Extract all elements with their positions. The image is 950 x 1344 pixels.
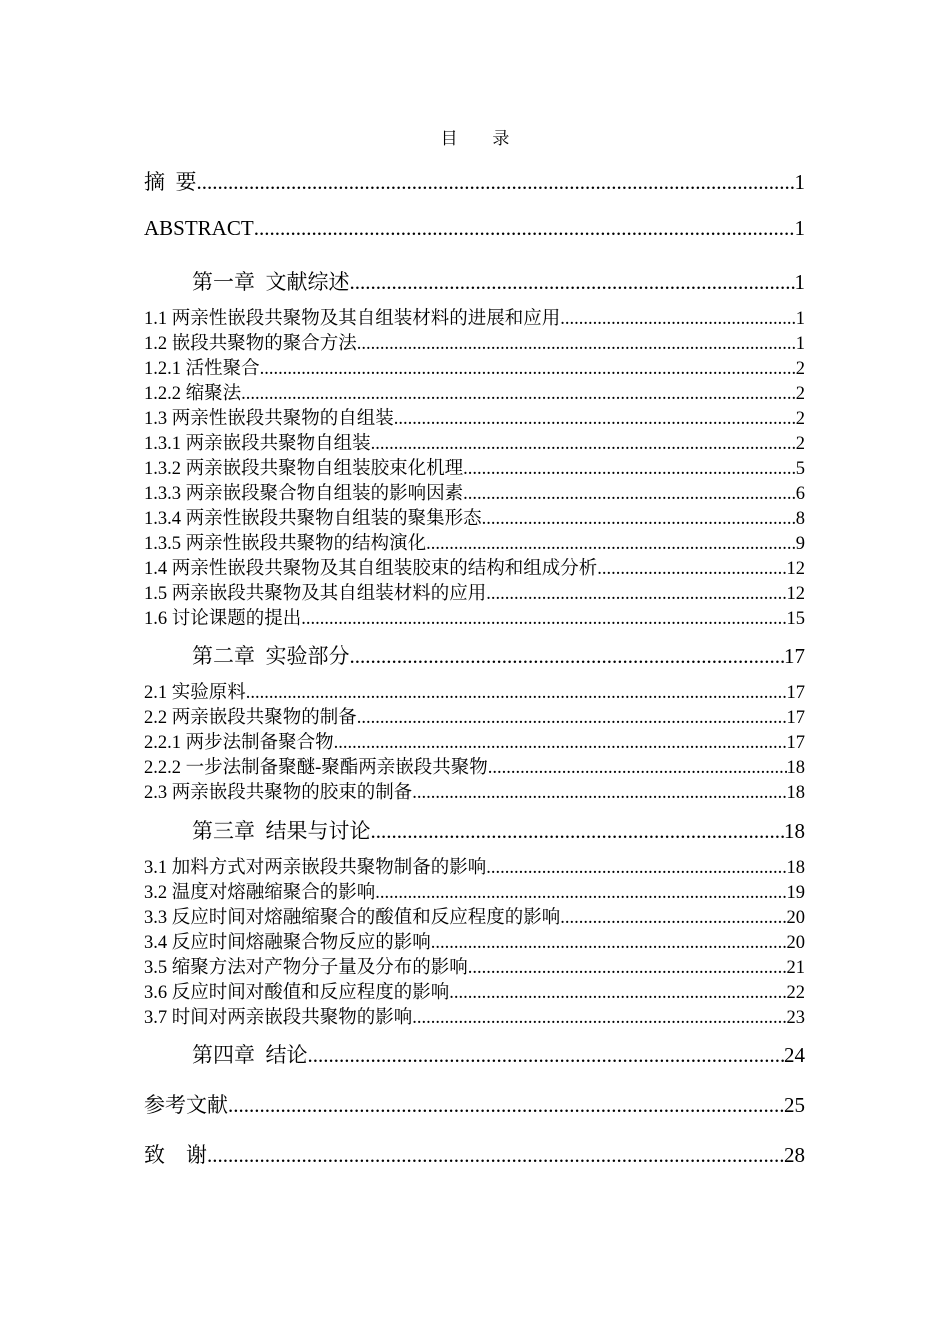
toc-entry-label: 3.5 缩聚方法对产物分子量及分布的影响 bbox=[144, 958, 468, 978]
toc-entry-label: 1.5 两亲嵌段共聚物及其自组装材料的应用 bbox=[144, 584, 487, 604]
toc-entry-label: 1.2 嵌段共聚物的聚合方法 bbox=[144, 334, 357, 354]
toc-leader-dots bbox=[597, 559, 786, 580]
toc-chapter-entry[interactable] bbox=[192, 1039, 805, 1069]
toc-leader-dots bbox=[488, 758, 787, 779]
toc-leader-dots bbox=[308, 1043, 785, 1068]
toc-entry[interactable] bbox=[144, 504, 805, 530]
toc-leader-dots bbox=[228, 1093, 784, 1118]
toc-leader-dots bbox=[350, 644, 785, 669]
toc-entry-label: 第三章 结果与讨论 bbox=[192, 819, 371, 843]
toc-leader-dots bbox=[260, 359, 796, 380]
toc-chapter-entry[interactable] bbox=[192, 815, 805, 845]
toc-leader-dots bbox=[486, 584, 786, 605]
toc-leader-dots bbox=[412, 783, 786, 804]
toc-entry[interactable] bbox=[144, 379, 805, 405]
toc-page-number: 15 bbox=[786, 609, 805, 629]
toc-page-number: 12 bbox=[786, 584, 805, 604]
toc-page-number: 2 bbox=[795, 409, 805, 429]
toc-entry-label: 1.4 两亲性嵌段共聚物及其自组装胶束的结构和组成分析 bbox=[144, 559, 598, 579]
toc-entry[interactable] bbox=[144, 579, 805, 605]
toc-entry-label: 1.6 讨论课题的提出 bbox=[144, 609, 302, 629]
toc-page-number: 22 bbox=[786, 983, 805, 1003]
toc-leader-dots bbox=[301, 609, 786, 630]
toc-entry-label: 2.3 两亲嵌段共聚物的胶束的制备 bbox=[144, 783, 413, 803]
toc-leader-dots bbox=[357, 708, 787, 729]
toc-entry-label: 第一章 文献综述 bbox=[192, 270, 350, 294]
toc-page-number: 2 bbox=[795, 384, 805, 404]
toc-entry-label: 1.3.3 两亲嵌段聚合物自组装的影响因素 bbox=[144, 484, 464, 504]
toc-leader-dots bbox=[375, 883, 786, 904]
toc-entry-label: 3.7 时间对两亲嵌段共聚物的影响 bbox=[144, 1008, 413, 1028]
toc-page-number: 20 bbox=[786, 933, 805, 953]
toc-section-entry[interactable] bbox=[144, 1089, 805, 1119]
toc-section-entry[interactable] bbox=[144, 166, 805, 196]
toc-leader-dots bbox=[207, 1143, 784, 1168]
toc-entry-label: 第二章 实验部分 bbox=[192, 644, 350, 668]
toc-leader-dots bbox=[449, 983, 786, 1004]
toc-page-number: 9 bbox=[795, 534, 805, 554]
toc-leader-dots bbox=[463, 484, 796, 505]
toc-entry-label: 3.6 反应时间对酸值和反应程度的影响 bbox=[144, 983, 450, 1003]
toc-leader-dots bbox=[560, 309, 795, 330]
toc-page-number: 1 bbox=[795, 309, 805, 329]
toc-section-entry[interactable] bbox=[144, 1139, 805, 1169]
toc-entry[interactable] bbox=[144, 529, 805, 555]
toc-entry[interactable] bbox=[144, 479, 805, 505]
toc-entry-label: 参考文献 bbox=[144, 1093, 228, 1117]
toc-entry-label: 3.2 温度对熔融缩聚合的影响 bbox=[144, 883, 376, 903]
toc-entry-label: 2.2.2 一步法制备聚醚-聚酯两亲嵌段共聚物 bbox=[144, 758, 488, 778]
toc-page-number: 1 bbox=[795, 334, 805, 354]
toc-leader-dots bbox=[412, 1008, 786, 1029]
toc-chapter-entry[interactable] bbox=[192, 266, 805, 296]
toc-entry-label: 2.2 两亲嵌段共聚物的制备 bbox=[144, 708, 357, 728]
toc-page-number: 18 bbox=[786, 858, 805, 878]
toc-entry-label: 致 谢 bbox=[144, 1143, 207, 1167]
toc-page-number: 2 bbox=[795, 434, 805, 454]
toc-entry[interactable] bbox=[144, 703, 805, 729]
toc-entry[interactable] bbox=[144, 878, 805, 904]
toc-page-number: 21 bbox=[786, 958, 805, 978]
toc-entry-label: 3.1 加料方式对两亲嵌段共聚物制备的影响 bbox=[144, 858, 487, 878]
toc-entry-label: ABSTRACT bbox=[144, 216, 254, 240]
toc-leader-dots bbox=[431, 933, 787, 954]
toc-entry-label: 3.3 反应时间对熔融缩聚合的酸值和反应程度的影响 bbox=[144, 908, 561, 928]
toc-chapter-entry[interactable] bbox=[192, 640, 805, 670]
toc-entry[interactable] bbox=[144, 304, 805, 330]
toc-entry[interactable] bbox=[144, 454, 805, 480]
toc-page-number: 1 bbox=[794, 170, 805, 194]
toc-page-number: 17 bbox=[786, 683, 805, 703]
toc-leader-dots bbox=[468, 958, 787, 979]
toc-entry[interactable] bbox=[144, 604, 805, 630]
toc-title: 目 录 bbox=[440, 129, 525, 148]
toc-page-number: 12 bbox=[786, 559, 805, 579]
toc-page-number: 18 bbox=[786, 783, 805, 803]
toc-leader-dots bbox=[357, 334, 796, 355]
toc-page-number: 25 bbox=[784, 1093, 805, 1117]
toc-entry-label: 1.2.1 活性聚合 bbox=[144, 359, 260, 379]
toc-entry[interactable] bbox=[144, 853, 805, 879]
toc-page-number: 24 bbox=[784, 1043, 805, 1067]
toc-entry[interactable] bbox=[144, 1003, 805, 1029]
toc-page-number: 23 bbox=[786, 1008, 805, 1028]
toc-entry-label: 1.1 两亲性嵌段共聚物及其自组装材料的进展和应用 bbox=[144, 309, 561, 329]
toc-entry-label: 1.3.5 两亲性嵌段共聚物的结构演化 bbox=[144, 534, 427, 554]
toc-leader-dots bbox=[394, 409, 796, 430]
toc-page-number: 17 bbox=[784, 644, 805, 668]
toc-entry-label: 1.3.2 两亲嵌段共聚物自组装胶束化机理 bbox=[144, 459, 464, 479]
toc-entry[interactable] bbox=[144, 978, 805, 1004]
toc-leader-dots bbox=[350, 270, 795, 295]
toc-entry[interactable] bbox=[144, 778, 805, 804]
toc-page-number: 5 bbox=[795, 459, 805, 479]
toc-page-number: 18 bbox=[784, 819, 805, 843]
toc-leader-dots bbox=[486, 858, 786, 879]
toc-page-number: 20 bbox=[786, 908, 805, 928]
toc-page-number: 1 bbox=[794, 216, 805, 240]
toc-leader-dots bbox=[371, 819, 785, 844]
toc-leader-dots bbox=[254, 216, 795, 241]
toc-page-number: 28 bbox=[784, 1143, 805, 1167]
toc-entry-label: 3.4 反应时间熔融聚合物反应的影响 bbox=[144, 933, 431, 953]
toc-leader-dots bbox=[334, 733, 787, 754]
toc-entry[interactable] bbox=[144, 928, 805, 954]
toc-entry[interactable] bbox=[144, 429, 805, 455]
toc-leader-dots bbox=[463, 459, 796, 480]
toc-entry-label: 摘 要 bbox=[144, 170, 197, 194]
toc-entry[interactable] bbox=[144, 953, 805, 979]
toc-entry[interactable] bbox=[144, 753, 805, 779]
toc-page-number: 1 bbox=[794, 270, 805, 294]
toc-leader-dots bbox=[241, 384, 796, 405]
toc-leader-dots bbox=[246, 683, 787, 704]
toc-entry[interactable] bbox=[144, 354, 805, 380]
toc-entry-label: 1.3.1 两亲嵌段共聚物自组装 bbox=[144, 434, 371, 454]
toc-page-number: 2 bbox=[795, 359, 805, 379]
toc-page-number: 8 bbox=[795, 509, 805, 529]
toc-entry[interactable] bbox=[144, 404, 805, 430]
toc-entry-label: 第四章 结论 bbox=[192, 1043, 308, 1067]
toc-entry[interactable] bbox=[144, 329, 805, 355]
toc-leader-dots bbox=[426, 534, 796, 555]
toc-page-number: 19 bbox=[786, 883, 805, 903]
toc-leader-dots bbox=[371, 434, 796, 455]
toc-page-number: 17 bbox=[786, 708, 805, 728]
toc-entry[interactable] bbox=[144, 554, 805, 580]
toc-entry-label: 1.3.4 两亲性嵌段共聚物自组装的聚集形态 bbox=[144, 509, 482, 529]
toc-entry-label: 1.3 两亲性嵌段共聚物的自组装 bbox=[144, 409, 394, 429]
toc-entry[interactable] bbox=[144, 728, 805, 754]
toc-page-number: 18 bbox=[786, 758, 805, 778]
toc-leader-dots bbox=[482, 509, 796, 530]
toc-entry[interactable] bbox=[144, 678, 805, 704]
toc-entry-label: 2.1 实验原料 bbox=[144, 683, 246, 703]
toc-section-entry[interactable] bbox=[144, 216, 805, 241]
toc-entry-label: 2.2.1 两步法制备聚合物 bbox=[144, 733, 334, 753]
toc-leader-dots bbox=[560, 908, 786, 929]
toc-entry[interactable] bbox=[144, 903, 805, 929]
toc-leader-dots bbox=[197, 170, 795, 195]
toc-page-number: 17 bbox=[786, 733, 805, 753]
toc-entry-label: 1.2.2 缩聚法 bbox=[144, 384, 242, 404]
toc-page-number: 6 bbox=[795, 484, 805, 504]
